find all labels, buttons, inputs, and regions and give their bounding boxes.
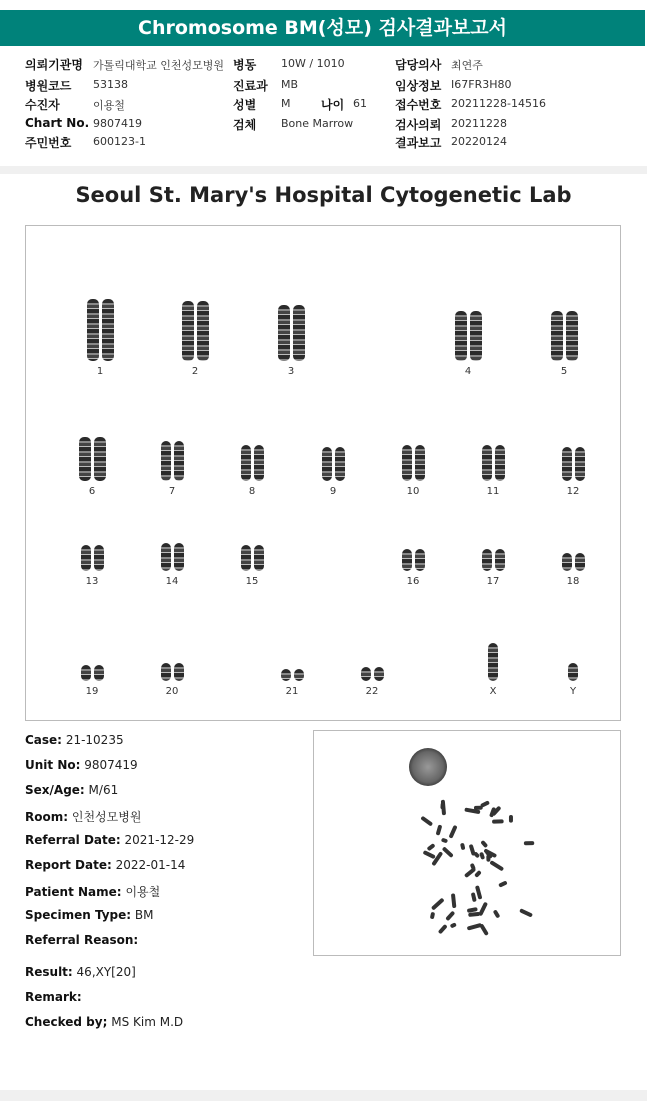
metaphase-chromosome (492, 819, 504, 823)
chromatid-bar (241, 445, 251, 481)
chromosome-label: 8 (248, 486, 256, 497)
label-resident-no: 주민번호 (25, 136, 72, 150)
value-resident-no: 600123-1 (93, 135, 146, 148)
metaphase-chromosome (423, 850, 436, 859)
metaphase-chromosome (431, 851, 443, 866)
chromatid-bar (551, 311, 563, 361)
label-clinical-info: 임상정보 (395, 79, 442, 93)
metaphase-chromosome (431, 898, 445, 911)
chromatid-bar (374, 667, 384, 681)
chromosome-label: Y (569, 686, 577, 697)
metaphase-chromosome (479, 923, 489, 936)
chromatid-bar (293, 305, 305, 361)
chromosome-3 (269, 305, 313, 377)
label-result-report: 결과보고 (395, 136, 442, 150)
chromosome-13 (70, 545, 114, 587)
room-value: 인천성모병원 (71, 810, 142, 824)
chromosome-Y (551, 663, 595, 697)
chromosome-label: 14 (165, 576, 179, 587)
unit-value: 9807419 (84, 758, 138, 772)
metaphase-chromosome (468, 912, 480, 917)
chromosome-18 (551, 553, 595, 587)
metaphase-chromosome (438, 924, 448, 934)
specimen-line (25, 908, 154, 922)
chromatid-bar (94, 437, 106, 481)
metaphase-chromosome (489, 860, 504, 871)
report-date-line (25, 858, 185, 872)
metaphase-chromosome (430, 912, 435, 920)
chromosome-2 (173, 301, 217, 377)
patient-line (25, 883, 160, 900)
chromatid-bar (575, 447, 585, 481)
metaphase-chromosome (436, 824, 443, 835)
chromosome-label: 10 (406, 486, 420, 497)
label-hospital-code: 병원코드 (25, 79, 72, 93)
metaphase-chromosome (448, 825, 457, 839)
chromosome-label: 17 (486, 576, 500, 587)
chromatid-bar (81, 665, 91, 681)
chromatid-bar (568, 663, 578, 681)
patient-value: 이용철 (125, 885, 161, 899)
value-requester: 가톨릭대학교 인천성모병원 (93, 59, 225, 72)
chromatid-bar (455, 311, 467, 361)
label-request-date: 검사의뢰 (395, 118, 442, 132)
chromosome-22 (350, 667, 394, 697)
metaphase-chromosome (478, 902, 488, 917)
chromatid-bar (402, 445, 412, 481)
label-chart-no: Chart No. (25, 116, 90, 130)
chromosome-label: 4 (464, 366, 472, 377)
chromosome-5 (542, 311, 586, 377)
sexage-value: M/61 (88, 783, 119, 797)
case-label: Case: (25, 733, 62, 747)
result-label: Result: (25, 965, 73, 979)
chromatid-bar (174, 543, 184, 571)
chromatid-bar (335, 447, 345, 481)
chromatid-bar (174, 441, 184, 481)
chromatid-bar (415, 445, 425, 481)
chromatid-bar (241, 545, 251, 571)
chromosome-19 (70, 665, 114, 697)
result-line (25, 965, 136, 979)
metaphase-chromosome (524, 841, 534, 845)
label-doctor: 담당의사 (395, 58, 442, 72)
reason-label: Referral Reason: (25, 933, 139, 947)
report-title: Chromosome BM(성모) 검사결과보고서 (0, 10, 645, 46)
metaphase-chromosome (493, 909, 501, 918)
chromosome-label: 13 (85, 576, 99, 587)
label-age: 나이 (321, 98, 345, 112)
checked-line (25, 1015, 183, 1029)
chromosome-label: 21 (285, 686, 299, 697)
chromosome-label: 11 (486, 486, 500, 497)
chromosome-8 (230, 445, 274, 497)
chromatid-bar (402, 549, 412, 571)
header-info (0, 48, 645, 167)
chromatid-bar (322, 447, 332, 481)
metaphase-chromosome (442, 846, 454, 858)
chromosome-10 (391, 445, 435, 497)
value-chart-no: 9807419 (93, 117, 142, 130)
label-receipt-no: 접수번호 (395, 98, 442, 112)
chromosome-label: 15 (245, 576, 259, 587)
chromatid-bar (182, 301, 194, 361)
chromatid-bar (495, 445, 505, 481)
sexage-label: Sex/Age: (25, 783, 85, 797)
label-department: 진료과 (233, 79, 268, 93)
chromatid-bar (488, 643, 498, 681)
chromosome-20 (150, 663, 194, 697)
case-value: 21-10235 (65, 733, 124, 747)
chromatid-bar (161, 441, 171, 481)
chromosome-1 (78, 299, 122, 377)
chromatid-bar (87, 299, 99, 361)
value-department: MB (281, 78, 299, 91)
room-line (25, 808, 141, 825)
chromosome-15 (230, 545, 274, 587)
metaphase-chromosome (475, 885, 482, 899)
chromatid-bar (566, 311, 578, 361)
chromosome-label: 6 (88, 486, 96, 497)
chromosome-11 (471, 445, 515, 497)
chromosome-14 (150, 543, 194, 587)
room-label: Room: (25, 810, 69, 824)
value-clinical-info: I67FR3H80 (451, 78, 512, 91)
chromosome-label: 9 (329, 486, 337, 497)
metaphase-chromosome (440, 802, 444, 809)
chromosome-X (471, 643, 515, 697)
chromatid-bar (562, 553, 572, 571)
metaphase-chromosome (469, 844, 476, 856)
chromosome-label: 5 (560, 366, 568, 377)
chromatid-bar (254, 545, 264, 571)
chromosome-label: 12 (566, 486, 580, 497)
remark-line (25, 990, 82, 1004)
chromatid-bar (278, 305, 290, 361)
metaphase-chromosome (467, 907, 478, 913)
label-requester: 의뢰기관명 (25, 58, 83, 72)
label-ward: 병동 (233, 58, 257, 72)
chromosome-4 (446, 311, 490, 377)
chromatid-bar (495, 549, 505, 571)
lab-title: Seoul St. Mary's Hospital Cytogenetic Lab (75, 183, 572, 207)
label-patient: 수진자 (25, 98, 60, 112)
chromatid-bar (294, 669, 304, 681)
metaphase-chromosome (464, 867, 476, 878)
value-age: 61 (353, 97, 367, 110)
metaphase-chromosome (479, 852, 485, 860)
metaphase-chromosome (451, 893, 457, 908)
chromosome-label: 2 (191, 366, 199, 377)
chromatid-bar (174, 663, 184, 681)
chromosome-17 (471, 549, 515, 587)
chromosome-16 (391, 549, 435, 587)
chromatid-bar (482, 549, 492, 571)
value-doctor: 최연주 (451, 59, 483, 72)
metaphase-chromosome (498, 880, 508, 887)
metaphase-chromosome (445, 911, 455, 922)
metaphase-chromosome (420, 816, 433, 827)
chromatid-bar (415, 549, 425, 571)
report-date-label: Report Date: (25, 858, 112, 872)
value-hospital-code: 53138 (93, 78, 128, 91)
metaphase-svg (314, 731, 620, 955)
chromatid-bar (197, 301, 209, 361)
chromosome-label: 20 (165, 686, 179, 697)
reason-line (25, 933, 138, 947)
karyotype-panel (25, 225, 621, 721)
metaphase-chromosome (460, 843, 465, 851)
metaphase-chromosome (509, 815, 513, 823)
metaphase-chromosome (486, 855, 490, 862)
value-patient: 이용철 (93, 99, 125, 112)
metaphase-chromosome (441, 838, 448, 844)
metaphase-chromosome (471, 892, 477, 902)
chromosome-6 (70, 437, 114, 497)
unit-label: Unit No: (25, 758, 81, 772)
value-ward: 10W / 1010 (281, 57, 345, 70)
separator (0, 166, 647, 174)
metaphase-chromosome (480, 840, 488, 848)
chromatid-bar (281, 669, 291, 681)
chromosome-label: 7 (168, 486, 176, 497)
referral-date-value: 2021-12-29 (124, 833, 195, 847)
chromosome-label: 3 (287, 366, 295, 377)
patient-label: Patient Name: (25, 885, 122, 899)
result-value: 46,XY[20] (76, 965, 136, 979)
chromatid-bar (482, 445, 492, 481)
chromatid-bar (254, 445, 264, 481)
unit-line (25, 758, 138, 772)
value-request-date: 20211228 (451, 117, 507, 130)
chromosome-label: 19 (85, 686, 99, 697)
chromosome-7 (150, 441, 194, 497)
chromatid-bar (102, 299, 114, 361)
label-specimen: 검체 (233, 118, 257, 132)
referral-date-line (25, 833, 194, 847)
label-sex: 성별 (233, 98, 257, 112)
report-date-value: 2022-01-14 (115, 858, 186, 872)
chromatid-bar (81, 545, 91, 571)
chromosome-21 (270, 669, 314, 697)
chromatid-bar (575, 553, 585, 571)
chromatid-bar (161, 543, 171, 571)
case-line (25, 733, 124, 747)
chromatid-bar (470, 311, 482, 361)
chromatid-bar (94, 665, 104, 681)
value-sex: M (281, 97, 291, 110)
value-specimen: Bone Marrow (281, 117, 354, 130)
specimen-value: BM (134, 908, 154, 922)
value-result-report: 20220124 (451, 135, 507, 148)
metaphase-chromosome (467, 923, 482, 931)
chromatid-bar (361, 667, 371, 681)
checked-label: Checked by; (25, 1015, 108, 1029)
metaphase-chromosome (450, 922, 457, 928)
metaphase-chromosome (427, 843, 436, 851)
metaphase-image (313, 730, 621, 956)
metaphase-chromosome (519, 908, 533, 917)
chromatid-bar (94, 545, 104, 571)
chromatid-bar (161, 663, 171, 681)
chromosome-12 (551, 447, 595, 497)
chromosome-spread (420, 800, 534, 936)
chromatid-bar (562, 447, 572, 481)
chromosome-label: 1 (96, 366, 104, 377)
chromosome-label: 16 (406, 576, 420, 587)
specimen-label: Specimen Type: (25, 908, 132, 922)
sexage-line (25, 783, 118, 797)
metaphase-chromosome (474, 870, 482, 878)
remark-label: Remark: (25, 990, 82, 1004)
referral-date-label: Referral Date: (25, 833, 121, 847)
interphase-nucleus (409, 748, 447, 786)
chromosome-label: 22 (365, 686, 379, 697)
chromosome-label: X (489, 686, 497, 697)
chromatid-bar (79, 437, 91, 481)
bottom-bar (0, 1090, 647, 1101)
chromosome-9 (311, 447, 355, 497)
checked-value: MS Kim M.D (111, 1015, 184, 1029)
value-receipt-no: 20211228-14516 (451, 97, 546, 110)
chromosome-label: 18 (566, 576, 580, 587)
